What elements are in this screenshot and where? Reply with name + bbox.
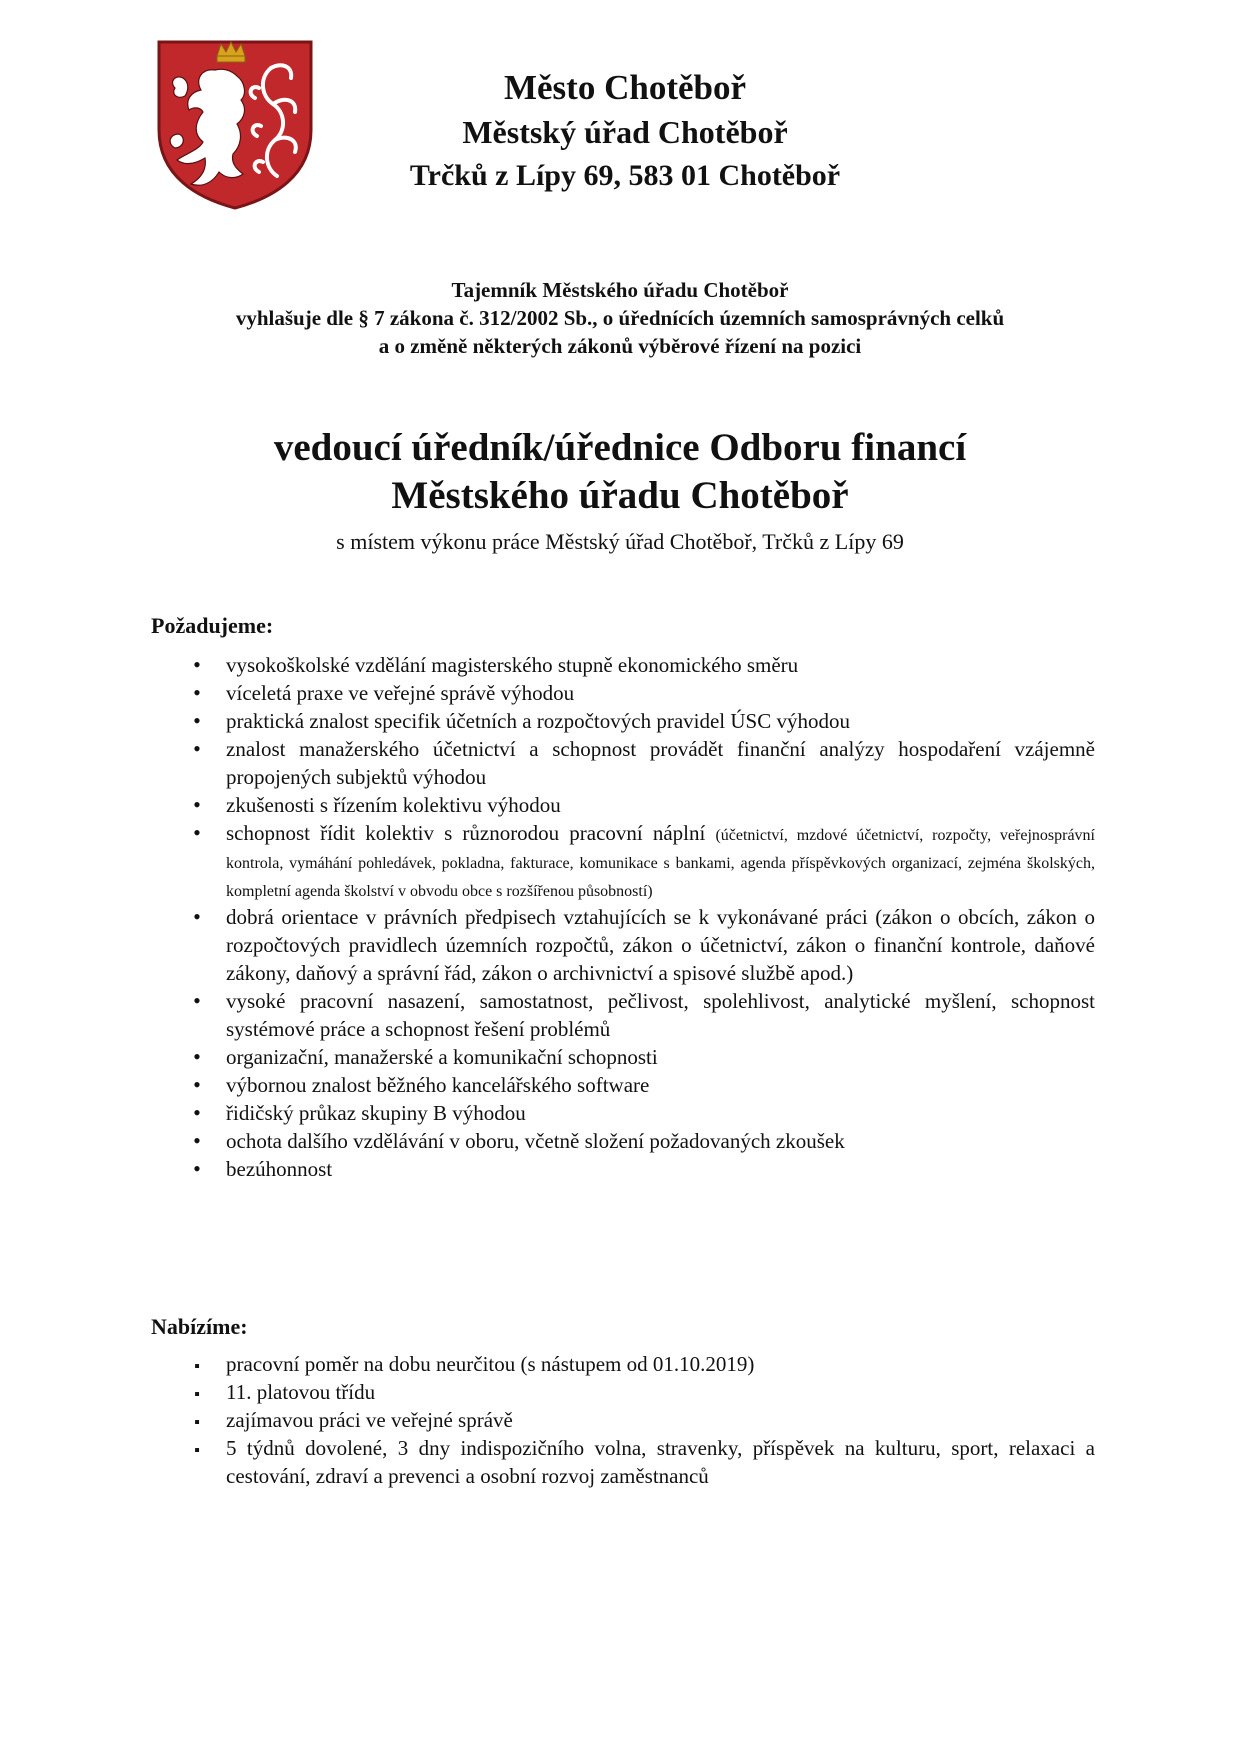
requirement-item (187, 1155, 1095, 1183)
list-item-text: výbornou znalost běžného kancelářského software (226, 1073, 650, 1097)
offer-item (187, 1378, 1095, 1406)
list-item-text: zkušenosti s řízením kolektivu výhodou (226, 793, 561, 817)
bullet-icon (187, 1434, 207, 1465)
requirement-item (187, 987, 1095, 1043)
offer-item (187, 1406, 1095, 1434)
bullet-icon (187, 679, 207, 707)
list-item-text: 5 týdnů dovolené, 3 dny indispozičního volna, stravenky, příspěvek na kulturu, sport, relaxaci a cestování, zdraví a prevenci a osobní rozvoj zaměstnanců (226, 1436, 1095, 1488)
requirement-item (187, 735, 1095, 791)
position-title-line-1: vedoucí úředník/úřednice Odboru financí (273, 426, 967, 469)
requirement-item (187, 679, 1095, 707)
requirements-list (187, 651, 1095, 1183)
requirement-item (187, 707, 1095, 735)
office-address: Trčků z Lípy 69, 583 01 Chotěboř (409, 159, 841, 192)
bullet-icon (187, 1350, 207, 1381)
bullet-icon (187, 819, 207, 847)
bullet-icon (187, 791, 207, 819)
position-title-line-2: Městského úřadu Chotěboř (391, 474, 849, 517)
bullet-icon (187, 1406, 207, 1437)
requirement-item (187, 1127, 1095, 1155)
announcement-intro (120, 276, 1120, 360)
bullet-icon (187, 1071, 207, 1099)
list-item-text: 11. platovou třídu (226, 1380, 376, 1404)
requirement-item (187, 1043, 1095, 1071)
bullet-icon (187, 903, 207, 931)
list-item-text: schopnost řídit kolektiv s různorodou pracovní náplní (226, 821, 706, 845)
requirement-item (187, 651, 1095, 679)
position-block (120, 424, 1120, 556)
office-name: Městský úřad Chotěboř (462, 114, 788, 150)
bullet-icon (187, 651, 207, 679)
offer-list (187, 1350, 1095, 1490)
chotebor-coat-of-arms-icon (155, 38, 315, 210)
list-item-text: dobrá orientace v právních předpisech vztahujících se k vykonávané práci (zákon o obcích, zákon o rozpočtových pravidlech územních rozpočtů, zákon o účetnictví, zákon o finanční kontrole, daňové zákony, daňový a správní řád, zákon o archivnictví a spisové službě apod.) (226, 905, 1095, 985)
letterhead (340, 66, 910, 198)
town-name: Město Chotěboř (503, 68, 747, 107)
intro-line-3: a o změně některých zákonů výběrové řízení na pozici (378, 334, 862, 358)
list-item-text: zajímavou práci ve veřejné správě (226, 1408, 513, 1432)
list-item-text: řidičský průkaz skupiny B výhodou (226, 1101, 526, 1125)
requirement-item (187, 1071, 1095, 1099)
list-item-text: organizační, manažerské a komunikační schopnosti (226, 1045, 658, 1069)
list-item-text: pracovní poměr na dobu neurčitou (s nástupem od 01.10.2019) (226, 1352, 755, 1376)
requirement-item (187, 819, 1095, 903)
intro-line-2: vyhlašuje dle § 7 zákona č. 312/2002 Sb., o úřednících územních samosprávných celků (235, 306, 1005, 330)
bullet-icon (187, 987, 207, 1015)
list-item-text: vysoké pracovní nasazení, samostatnost, pečlivost, spolehlivost, analytické myšlení, schopnost systémové práce a schopnost řešení problémů (226, 989, 1095, 1041)
offer-item (187, 1350, 1095, 1378)
list-item-text: vysokoškolské vzdělání magisterského stupně ekonomického směru (226, 653, 799, 677)
offer-heading: Nabízíme: (151, 1314, 248, 1339)
list-item-text: ochota dalšího vzdělávání v oboru, včetně složení požadovaných zkoušek (226, 1129, 845, 1153)
requirement-item (187, 1099, 1095, 1127)
bullet-icon (187, 1043, 207, 1071)
workplace-line: s místem výkonu práce Městský úřad Chotěboř, Trčků z Lípy 69 (336, 529, 904, 554)
bullet-icon (187, 735, 207, 763)
bullet-icon (187, 1099, 207, 1127)
bullet-icon (187, 1378, 207, 1409)
offer-item (187, 1434, 1095, 1490)
list-item-text: víceletá praxe ve veřejné správě výhodou (226, 681, 575, 705)
bullet-icon (187, 1155, 207, 1183)
bullet-icon (187, 1127, 207, 1155)
list-item-detail: (účetnictví, mzdové účetnictví, rozpočty, veřejnosprávní kontrola, vymáhání pohledávek, pokladna, fakturace, komunikace s bankami, agenda příspěvkových organizací, zejména školských, kompletní agenda školství v obvodu obce s rozšířenou působností) (226, 827, 1096, 900)
bullet-icon (187, 707, 207, 735)
list-item-text: praktická znalost specifik účetních a rozpočtových pravidel ÚSC výhodou (226, 709, 850, 733)
intro-line-1: Tajemník Městského úřadu Chotěboř (451, 278, 789, 302)
requirements-heading: Požadujeme: (151, 613, 274, 638)
requirement-item (187, 903, 1095, 987)
list-item-text: bezúhonnost (226, 1157, 333, 1181)
list-item-text: znalost manažerského účetnictví a schopnost provádět finanční analýzy hospodaření vzájemně propojených subjektů výhodou (226, 737, 1095, 789)
requirement-item (187, 791, 1095, 819)
